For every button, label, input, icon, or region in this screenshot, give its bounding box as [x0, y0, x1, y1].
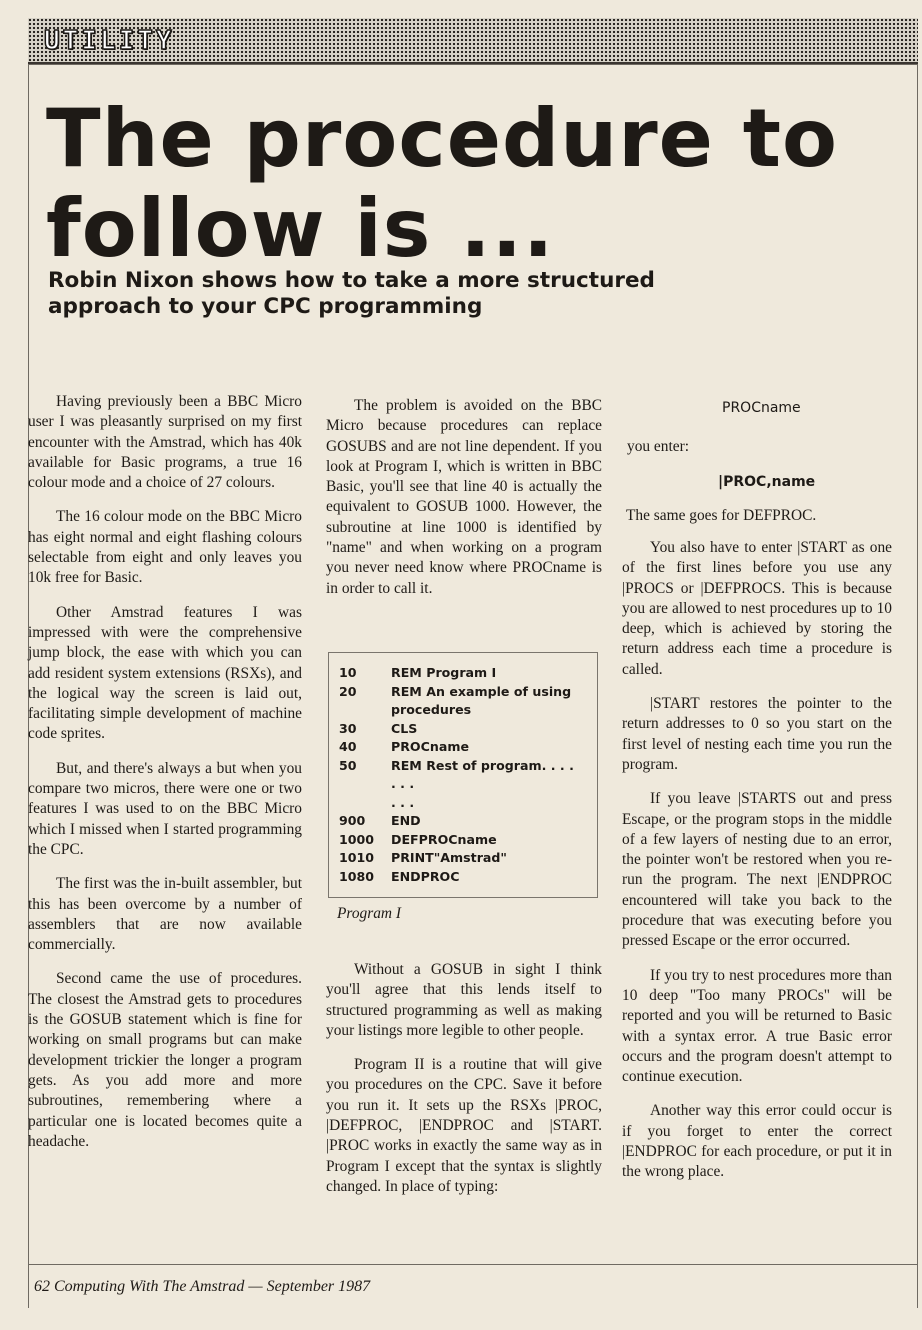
code-example-rsx-proc: |PROC,name [718, 474, 816, 490]
paragraph: You also have to enter |START as one of the first lines before you use any |PROCS or |DEFPROCS. This is because you are allowed to nest procedures up to 10 deep, which is achieved by storing the return address each time a procedure is called. [622, 539, 892, 678]
line-text: DEFPROCname [391, 832, 497, 847]
paragraph: Program II is a routine that will give you procedures on the CPC. Save it before you run it. It sets up the RSXs |PROC, |DEFPROC, |ENDPROC and |START. |PROC works in exactly the same way as in Program I except that the syntax is slightly changed. In place of typing: [326, 1056, 602, 1195]
line-text: REM Program I [391, 665, 497, 680]
line-text: ENDPROC [391, 869, 460, 884]
line-text: PROCname [391, 739, 470, 754]
section-header-bar [28, 18, 918, 64]
paragraph: But, and there's always a but when you compare two micros, there were one or two features I was used to on the BBC Micro which I missed when I started programming the CPC. [28, 759, 302, 858]
paragraph: If you try to nest procedures more than 10 deep "Too many PROCs" will be reported and you will be returned to Basic with a syntax error. A true Basic error occurs and the program doesn't attempt to continue execution. [622, 966, 892, 1086]
article-title: The procedure to follow is ... [46, 92, 838, 275]
paragraph: Having previously been a BBC Micro user I was pleasantly surprised on my first encounter with the Amstrad, which has 40k available for Basic programs, a true 16 colour mode and a choice of 27 colours. [28, 393, 302, 492]
paragraph: Second came the use of procedures. The closest the Amstrad gets to procedures is the GOSUB statement which is fine for working on small programs but can make development trickier the longer a program gets. As you add more and more subroutines, remembering where a particular one is located becomes quite a headache. [28, 970, 302, 1150]
program-listing [328, 652, 598, 898]
line-text: REM Rest of program. . . . [391, 758, 574, 773]
paragraph: |START restores the pointer to the return addresses to 0 so you start on the first level of nesting each time you run the program. [622, 695, 892, 773]
section-label: UTILITY [44, 26, 175, 56]
paragraph: The problem is avoided on the BBC Micro because procedures can replace GOSUBS and are not line dependent. If you look at Program I, which is written in BBC Basic, you'll see that line 40 is actually the equivalent to GOSUB 1000. However, the subroutine at line 1000 is identified by "name" and when working on a program you never need know where PROCname is in order to call it. [326, 397, 602, 597]
paragraph: Without a GOSUB in sight I think you'll agree that this lends itself to structured programming as well as making your listings more legible to other people. [326, 961, 602, 1039]
line-number: 30 [339, 721, 357, 736]
line-number: 10 [339, 665, 357, 680]
paragraph: The first was the in-built assembler, but this has been overcome by a number of assemblers that are now available commercially. [28, 875, 302, 954]
paragraph: If you leave |STARTS out and press Escape, or the program stops in the middle of a few layers of nesting due to an error, the pointer won't be restored when you re-run the program. The next |ENDPROC encountered will take you back to the procedure that was executing before you pressed Escape or the error occurred. [622, 790, 892, 950]
column-2-bottom [326, 960, 602, 1211]
line-number: 1010 [339, 850, 375, 865]
line-text: . . . [391, 776, 415, 791]
paragraph: Another way this error could occur is if you forget to enter the correct |ENDPROC for each procedure, or put it in the wrong place. [622, 1102, 892, 1181]
line-text: procedures [391, 702, 472, 717]
line-text: . . . [391, 795, 415, 810]
line-number: 1080 [339, 869, 375, 884]
line-number: 900 [339, 813, 366, 828]
paragraph: Other Amstrad features I was impressed with were the comprehensive jump block, the ease with which you can add resident system extensions (RSXs), and the logical way the screen is laid out, facilitating simple development of machine code sprites. [28, 603, 302, 743]
line-number: 50 [339, 758, 357, 773]
column-2-top [326, 396, 602, 613]
line-number: 1000 [339, 832, 375, 847]
line-number: 20 [339, 684, 357, 699]
code-example-procname: PROCname [722, 400, 801, 416]
line-text: PRINT"Amstrad" [391, 850, 507, 865]
line-text: CLS [391, 721, 418, 736]
footer-rule [28, 1264, 918, 1265]
line-number: 40 [339, 739, 357, 754]
page-footer: 62 Computing With The Amstrad — September 1987 [34, 1278, 371, 1295]
listing-caption: Program I [337, 905, 401, 922]
column-1 [28, 392, 302, 1166]
line-text: END [391, 813, 421, 828]
line-text: REM An example of using [391, 684, 572, 699]
header-rule [28, 64, 918, 65]
column-3 [622, 538, 892, 1197]
article-standfirst: Robin Nixon shows how to take a more structured approach to your CPC programming [48, 268, 655, 319]
you-enter-text: you enter: [627, 438, 689, 455]
same-goes-text: The same goes for DEFPROC. [626, 507, 817, 524]
paragraph: The 16 colour mode on the BBC Micro has eight normal and eight flashing colours selectable from eight and only leaves you 10k free for Basic. [28, 508, 302, 587]
